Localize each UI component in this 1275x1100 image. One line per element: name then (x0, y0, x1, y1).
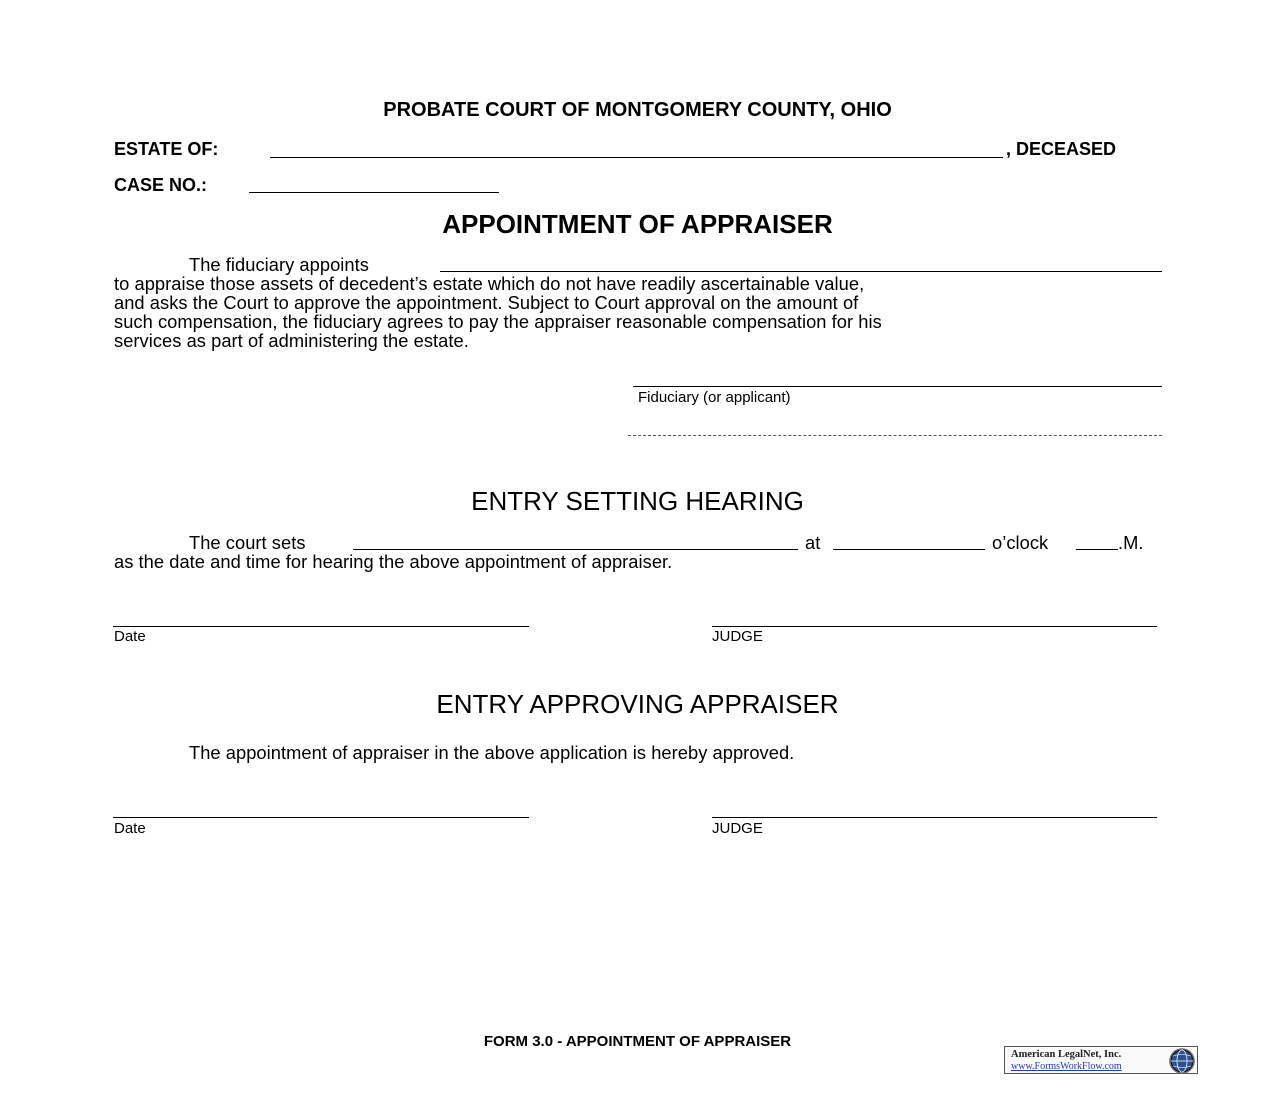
hearing-title: ENTRY SETTING HEARING (471, 486, 804, 516)
fiduciary-name-line[interactable] (628, 435, 1162, 436)
hearing-date-label: Date (114, 628, 146, 645)
appointment-line-2: to appraise those assets of decedent’s estate which do not have readily ascertainable value, (114, 273, 865, 294)
appointment-line-3: and asks the Court to approve the appointment. Subject to Court approval on the amount of (114, 292, 859, 313)
fiduciary-signature-line[interactable] (633, 386, 1162, 387)
legalnet-logo[interactable] (1004, 1046, 1198, 1074)
globe-icon (1169, 1048, 1195, 1074)
approval-text: The appointment of appraiser in the above application is hereby approved. (189, 742, 795, 763)
hearing-at-text: at (805, 532, 821, 553)
estate-name-field[interactable] (270, 157, 1003, 158)
logo-company-name: American LegalNet, Inc. (1011, 1049, 1122, 1060)
hearing-time-field[interactable] (833, 549, 985, 550)
form-footer-label: FORM 3.0 - APPOINTMENT OF APPRAISER (483, 1033, 792, 1050)
fiduciary-label: Fiduciary (or applicant) (638, 389, 791, 406)
appointment-line-1: The fiduciary appoints (189, 254, 369, 275)
case-no-field[interactable] (249, 192, 499, 193)
approval-title: ENTRY APPROVING APPRAISER (436, 689, 839, 719)
approval-judge-label: JUDGE (712, 820, 763, 837)
approval-date-signature-line[interactable] (113, 817, 529, 818)
case-no-label: CASE NO.: (114, 175, 208, 195)
hearing-judge-signature-line[interactable] (712, 626, 1157, 627)
approval-date-label: Date (114, 820, 146, 837)
hearing-judge-label: JUDGE (712, 628, 763, 645)
estate-of-label: ESTATE OF: (114, 139, 219, 159)
hearing-ampm-field[interactable] (1076, 549, 1118, 550)
appointment-line-5: services as part of administering the estate. (114, 330, 469, 351)
approval-judge-signature-line[interactable] (712, 817, 1157, 818)
hearing-sets-text: The court sets (189, 532, 306, 553)
appraiser-name-field[interactable] (440, 271, 1162, 272)
appointment-title: APPOINTMENT OF APPRAISER (442, 209, 833, 239)
appointment-line-4: such compensation, the fiduciary agrees to pay the appraiser reasonable compensation for his (114, 311, 882, 332)
hearing-date-field[interactable] (353, 549, 798, 550)
logo-url-link[interactable]: www.FormsWorkFlow.com (1011, 1061, 1122, 1072)
deceased-label: , DECEASED (1006, 139, 1117, 159)
hearing-m-text: .M. (1118, 532, 1144, 553)
hearing-date-signature-line[interactable] (113, 626, 529, 627)
hearing-line-2: as the date and time for hearing the above appointment of appraiser. (114, 551, 673, 572)
hearing-oclock-text: o’clock (992, 532, 1049, 553)
court-title: PROBATE COURT OF MONTGOMERY COUNTY, OHIO (383, 99, 892, 121)
